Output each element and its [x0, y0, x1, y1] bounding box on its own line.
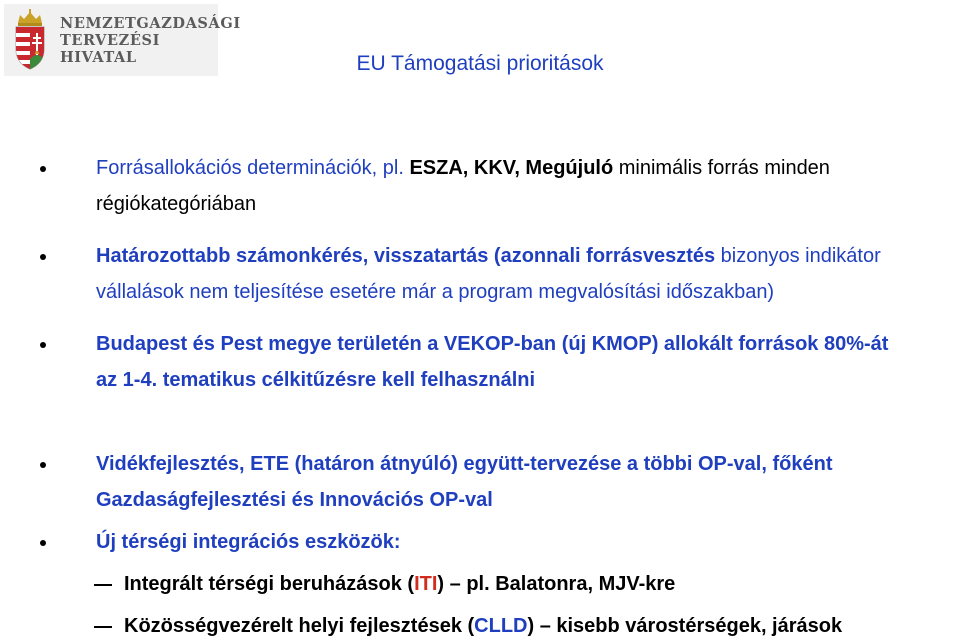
bullet-text: régiókategóriában	[96, 193, 257, 215]
bullet-text: azonnali forrásvesztés	[500, 245, 716, 267]
bullet-text: , pl.	[371, 157, 410, 179]
bullet-text: bizonyos indikátor	[715, 245, 881, 267]
bullet-text: minimális forrás minden	[613, 157, 830, 179]
bullet-item	[96, 446, 956, 518]
bullet-dot-icon	[40, 166, 46, 172]
sub-item	[124, 566, 960, 602]
bullet-text: vállalások nem teljesítése esetére már a program megvalósítási időszakban)	[96, 281, 775, 303]
bullet-dot-icon	[40, 342, 46, 348]
logo-line: TERVEZÉSI	[60, 32, 160, 49]
bullet-text: Budapest és Pest megye területén a VEKOP-ban (új KMOP) allokált források 80%-át	[96, 333, 889, 355]
bullet-item	[96, 524, 956, 560]
bullet-text: Vidékfejlesztés, ETE (határon átnyúló) együtt-tervezése a többi OP-val, főként	[96, 453, 833, 475]
abbreviation: CLLD	[474, 615, 528, 637]
bullet-item	[96, 326, 956, 398]
bullet-text: Forrásallokációs determinációk	[96, 157, 372, 179]
dash-icon	[94, 584, 112, 586]
bullet-dot-icon	[40, 462, 46, 468]
bullet-text: (	[488, 245, 501, 267]
bullet-item	[96, 150, 956, 222]
sub-item-text: ) – pl. Balatonra, MJV-kre	[437, 573, 676, 595]
bullet-text: az 1-4. tematikus célkitűzésre kell felhasználni	[96, 369, 536, 391]
bullet-text: Határozottabb számonkérés, visszatartás	[96, 245, 489, 267]
abbreviation: ITI	[414, 573, 438, 595]
bullet-text: Új térségi integrációs eszközök:	[96, 531, 401, 553]
bullet-text: Gazdaságfejlesztési és Innovációs OP-val	[96, 489, 493, 511]
logo-line: HIVATAL	[60, 49, 137, 66]
sub-item-text: Közösségvezérelt helyi fejlesztések (	[124, 615, 475, 637]
logo-line: NEMZETGAZDASÁGI	[60, 15, 241, 32]
bullet-dot-icon	[40, 540, 46, 546]
sub-item	[124, 608, 960, 644]
sub-item-text: Integrált térségi beruházások (	[124, 573, 415, 595]
bullet-dot-icon	[40, 254, 46, 260]
sub-item-text: ) – kisebb várostérségek, járások	[527, 615, 843, 637]
dash-icon	[94, 626, 112, 628]
bullet-text: ESZA, KKV, Megújuló	[409, 157, 614, 179]
slide-title: EU Támogatási prioritások	[356, 52, 604, 75]
bullet-item	[96, 238, 956, 310]
